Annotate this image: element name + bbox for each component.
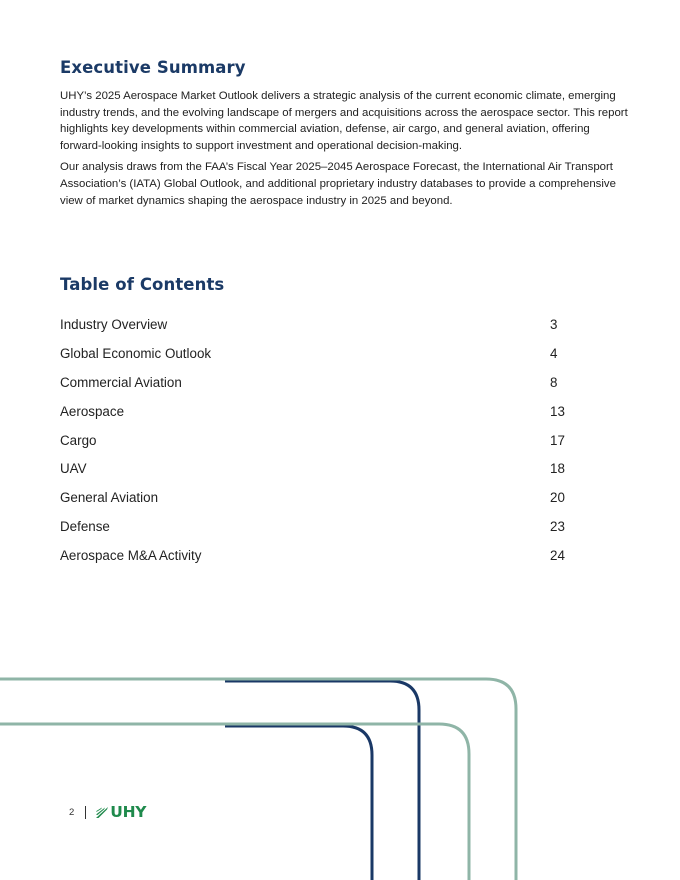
toc-entry-label: Defense — [60, 519, 110, 535]
toc-entry-label: Aerospace — [60, 403, 125, 419]
wing-icon — [95, 806, 109, 819]
sage-curve-outer — [0, 679, 516, 880]
sage-curve-inner — [0, 724, 469, 880]
toc-entry-page: 4 — [550, 345, 558, 361]
toc-entry-label: UAV — [60, 461, 87, 477]
logo-text: UHY — [110, 803, 147, 821]
toc-entry-page: 17 — [550, 432, 565, 448]
uhy-logo — [95, 803, 146, 821]
summary-paragraph-1: UHY’s 2025 Aerospace Market Outlook delivers a strategic analysis of the current economic climate, emerging industry trends, and the evolving landscape of mergers and acquisitions across the aerospace sector. This report highlights key developments within commercial aviation, defense, air cargo, and general aviation, offering forward-looking insights to support investment and operational decision-making. — [60, 90, 628, 152]
navy-curve-inner — [225, 726, 372, 880]
toc-entry-label: Aerospace M&A Activity — [60, 548, 202, 564]
toc-entry-page: 20 — [550, 490, 565, 506]
toc-entry-page: 18 — [550, 461, 565, 477]
toc-entry-page: 3 — [550, 317, 558, 332]
toc-entry-label: General Aviation — [60, 490, 159, 506]
navy-curve-outer — [225, 681, 419, 880]
executive-summary-heading: Executive Summary — [60, 58, 246, 77]
page-footer — [69, 803, 146, 821]
toc-entry-label: Commercial Aviation — [60, 374, 182, 390]
toc-entry-page: 23 — [550, 519, 565, 535]
toc-entry-page: 8 — [550, 374, 558, 390]
toc-entry-label: Global Economic Outlook — [60, 345, 212, 361]
toc-entry-label: Industry Overview — [60, 317, 168, 332]
footer-divider — [85, 806, 86, 819]
toc-entry-page: 13 — [550, 403, 565, 419]
table-of-contents-heading: Table of Contents — [60, 275, 225, 294]
summary-paragraph-2: Our analysis draws from the FAA’s Fiscal Year 2025–2045 Aerospace Forecast, the International Air Transport Association’s (IATA) Global Outlook, and additional proprietary industry databases to provide a comprehensive view of market dynamics shaping the aerospace industry in 2025 and beyond. — [60, 161, 616, 207]
toc-entry-page: 24 — [550, 548, 565, 564]
toc-entry-label: Cargo — [60, 432, 97, 448]
page-number: 2 — [69, 806, 75, 818]
